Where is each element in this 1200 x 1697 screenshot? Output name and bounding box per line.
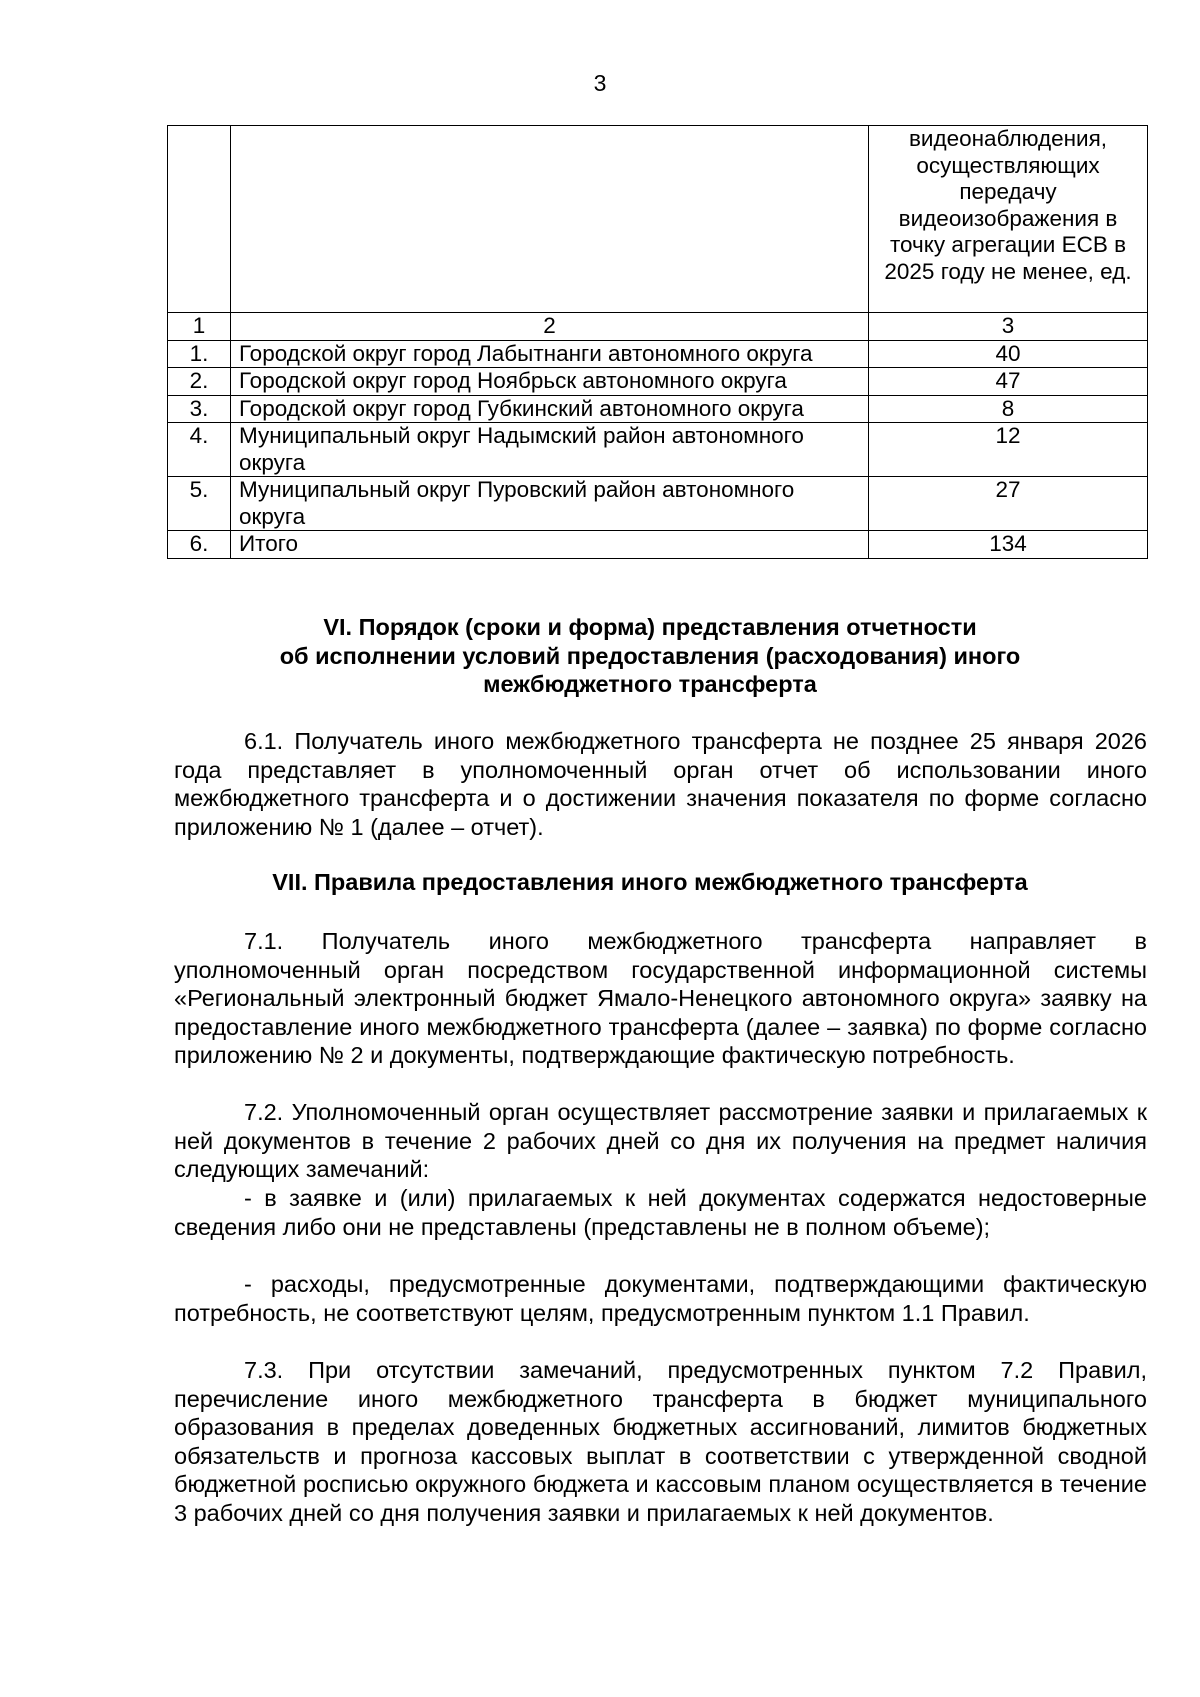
- row-value: 40: [869, 340, 1148, 368]
- row-value: 134: [869, 531, 1148, 559]
- section-7-title: VII. Правила предоставления иного межбюджетного трансферта: [272, 869, 1028, 895]
- paragraph-6-1: [174, 727, 1147, 841]
- row-number: 3.: [168, 395, 231, 423]
- paragraph-text: 7.3. При отсутствии замечаний, предусмотренных пунктом 7.2 Правил, перечисление иного межбюджетного трансферта в бюджет муниципального образования в пределах доведенных бюджетных ассигнований, лимитов бюджетных обязательств и прогноза кассовых выплат в соответствии с утвержденной сводной бюджетной росписью окружного бюджета и кассовым планом осуществляется в течение 3 рабочих дней со дня получения заявки и прилагаемых к ней документов.: [174, 1357, 1147, 1526]
- paragraph-text: 6.1. Получатель иного межбюджетного трансферта не позднее 25 января 2026 года представляет в уполномоченный орган отчет об использовании иного межбюджетного трансферта и о достижении значения показателя по форме согласно приложению № 1 (далее – отчет).: [174, 728, 1147, 840]
- row-number: 4.: [168, 423, 231, 477]
- row-value: 12: [869, 423, 1148, 477]
- column-number: 3: [869, 313, 1148, 341]
- paragraph-text: 7.1. Получатель иного межбюджетного трансферта направляет в уполномоченный орган посредством государственной информационной системы «Региональный электронный бюджет Ямало-Ненецкого автономного округа» заявку на предоставление иного межбюджетного трансферта (далее – заявка) по форме согласно приложению № 2 и документы, подтверждающие фактическую потребность.: [174, 928, 1147, 1068]
- row-name: Муниципальный округ Надымский район автономного округа: [231, 423, 869, 477]
- row-name: Муниципальный округ Пуровский район автономного округа: [231, 477, 869, 531]
- paragraph-text: - в заявке и (или) прилагаемых к ней документах содержатся недостоверные сведения либо они не представлены (представлены не в полном объеме);: [174, 1185, 1147, 1240]
- header-cell-name: [231, 126, 869, 313]
- row-value: 27: [869, 477, 1148, 531]
- paragraph-7-2-item-2: [174, 1270, 1147, 1327]
- section-6-title-line: VI. Порядок (сроки и форма) представления отчетности: [323, 614, 977, 640]
- header-cell-num: [168, 126, 231, 313]
- table-row: [168, 368, 1148, 396]
- paragraph-7-2-item-1: [174, 1184, 1147, 1241]
- paragraph-7-3: [174, 1356, 1147, 1527]
- paragraph-text: 7.2. Уполномоченный орган осуществляет рассмотрение заявки и прилагаемых к ней документов в течение 2 рабочих дней со дня их получения на предмет наличия следующих замечаний:: [174, 1099, 1147, 1182]
- table-row: [168, 340, 1148, 368]
- row-number: 1.: [168, 340, 231, 368]
- table-row-total: [168, 531, 1148, 559]
- header-cell-value: видеонаблюдения, осуществляющих передачу видеоизображения в точку агрегации ЕСВ в 2025 году не менее, ед.: [869, 126, 1148, 313]
- distribution-table: [167, 125, 1148, 559]
- row-name: Итого: [231, 531, 869, 559]
- row-number: 5.: [168, 477, 231, 531]
- section-6-title: [160, 613, 1140, 699]
- column-number: 2: [231, 313, 869, 341]
- column-number-row: [168, 313, 1148, 341]
- table-row: [168, 395, 1148, 423]
- paragraph-7-1: [174, 927, 1147, 1070]
- paragraph-text: - расходы, предусмотренные документами, подтверждающими фактическую потребность, не соответствуют целям, предусмотренным пунктом 1.1 Правил.: [174, 1271, 1147, 1326]
- page-number: 3: [593, 70, 607, 96]
- row-value: 47: [869, 368, 1148, 396]
- paragraph-7-2: [174, 1098, 1147, 1184]
- section-6-title-line: об исполнении условий предоставления (расходования) иного: [279, 642, 1021, 669]
- row-name: Городской округ город Ноябрьск автономного округа: [231, 368, 869, 396]
- row-name: Городской округ город Губкинский автономного округа: [231, 395, 869, 423]
- row-value: 8: [869, 395, 1148, 423]
- table-header-continuation-row: [168, 126, 1148, 313]
- column-number: 1: [168, 313, 231, 341]
- section-6-title-line: межбюджетного трансферта: [483, 671, 817, 697]
- table-row: [168, 477, 1148, 531]
- row-number: 6.: [168, 531, 231, 559]
- table-row: [168, 423, 1148, 477]
- row-number: 2.: [168, 368, 231, 396]
- row-name: Городской округ город Лабытнанги автономного округа: [231, 340, 869, 368]
